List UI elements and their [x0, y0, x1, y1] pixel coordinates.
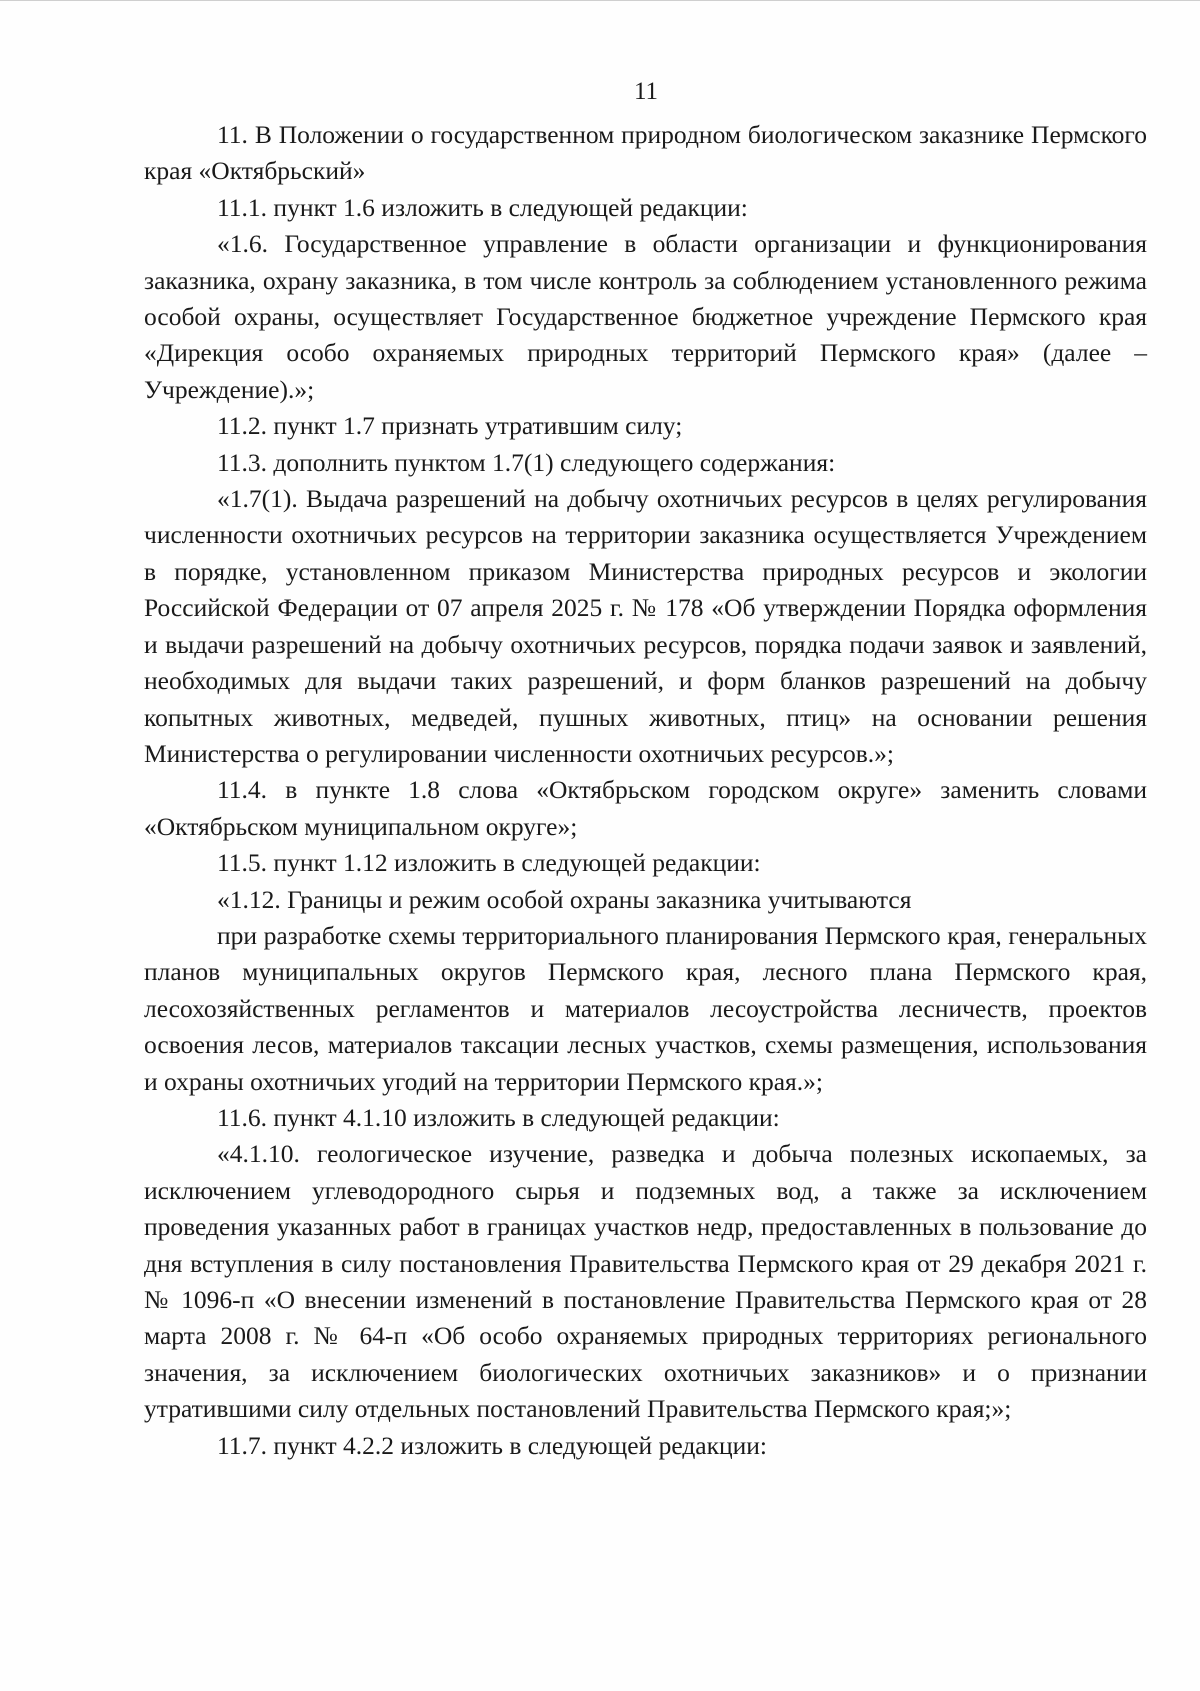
paragraph-11-4: 11.4. в пункте 1.8 слова «Октябрьском городском округе» заменить словами «Октябрьском муниципальном округе»; [144, 775, 1147, 841]
paragraph-11-1: 11.1. пункт 1.6 изложить в следующей редакции: [217, 192, 748, 222]
paragraph-1-12-intro: «1.12. Границы и режим особой охраны заказника учитываются [217, 884, 912, 914]
paragraph-11-5: 11.5. пункт 1.12 изложить в следующей редакции: [217, 848, 761, 878]
paragraph-1-12-text: при разработке схемы территориального планирования Пермского края, генеральных планов муниципальных округов Пермского края, лесного плана Пермского края, лесохозяйственных регламентов и материалов лесоустройства лесничеств, проектов освоения лесов, материалов таксации лесных участков, схемы размещения, использования и охраны охотничьих угодий на территории Пермского края.»; [144, 920, 1147, 1096]
paragraph-1-7-1-text: «1.7(1). Выдача разрешений на добычу охотничьих ресурсов в целях регулирования численности охотничьих ресурсов на территории заказника осуществляется Учреждением в порядке, установленном приказом Министерства природных ресурсов и экологии Российской Федерации от 07 апреля 2025 г. № 178 «Об утверждении Порядка оформления и выдачи разрешений на добычу охотничьих ресурсов, порядка подачи заявок и заявлений, необходимых для выдачи таких разрешений, и форм бланков разрешений на добычу копытных животных, медведей, пушных животных, птиц» на основании решения Министерства о регулировании численности охотничьих ресурсов.»; [144, 484, 1147, 768]
paragraph-11-2: 11.2. пункт 1.7 признать утратившим силу; [217, 411, 683, 441]
paragraph-1-6-text: «1.6. Государственное управление в области организации и функционирования заказника, охрану заказника, в том числе контроль за соблюдением установленного режима особой охраны, осуществляет Государственное бюджетное учреждение Пермского края «Дирекция особо охраняемых природных территорий Пермского края» (далее – Учреждение).»; [144, 229, 1147, 404]
page-number: 11 [633, 78, 659, 105]
paragraph-11-3: 11.3. дополнить пунктом 1.7(1) следующего содержания: [217, 447, 836, 477]
paragraph-4-1-10-text: «4.1.10. геологическое изучение, разведка и добыча полезных ископаемых, за исключением углеводородного сырья и подземных вод, а также за исключением проведения указанных работ в границах участков недр, предоставленных в пользование до дня вступления в силу постановления Правительства Пермского края от 29 декабря 2021 г. № 1096-п «О внесении изменений в постановление Правительства Пермского края от 28 марта 2008 г. № 64-п «Об особо охраняемых природных территориях регионального значения, за исключением биологических охотничьих заказников» и о признании утратившими силу отдельных постановлений Правительства Пермского края;»; [144, 1139, 1147, 1424]
scan-edge-line [0, 0, 1200, 1]
document-body [144, 117, 1147, 1464]
paragraph-11-7: 11.7. пункт 4.2.2 изложить в следующей редакции: [217, 1430, 768, 1460]
paragraph-11-6: 11.6. пункт 4.1.10 изложить в следующей редакции: [217, 1102, 780, 1132]
paragraph-11-title: 11. В Положении о государственном природном биологическом заказнике Пермского края «Октябрьский» [144, 120, 1147, 186]
